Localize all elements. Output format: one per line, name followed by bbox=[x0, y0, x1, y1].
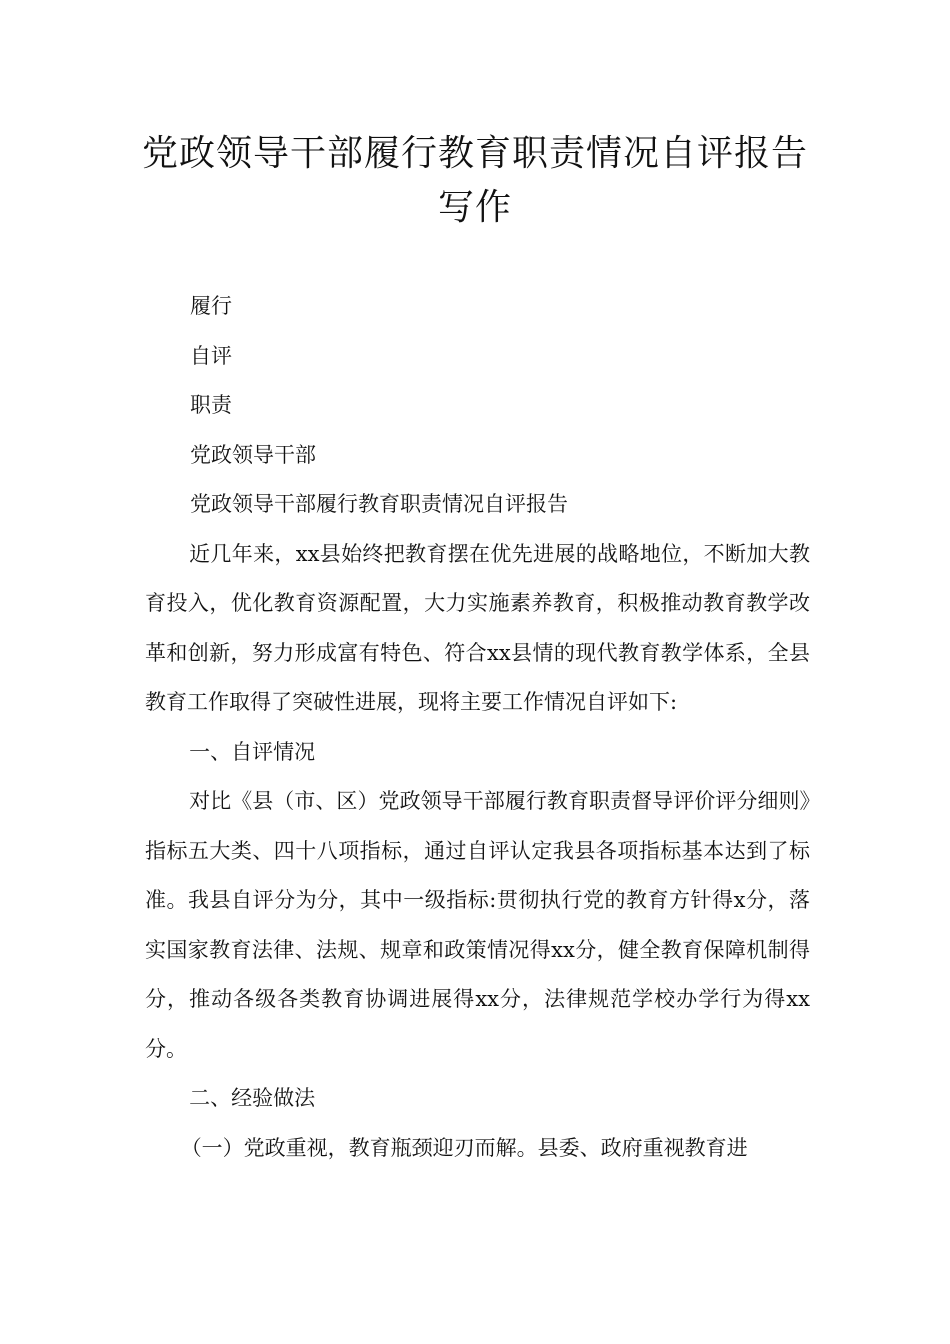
keyword-1: 履行 bbox=[190, 294, 232, 318]
intro-paragraph: 近几年来，xx县始终把教育摆在优先进展的战略地位，不断加大教育投入，优化教育资源配置，大力实施素养教育，积极推动教育教学改革和创新，努力形成富有特色、符合xx县情的现代教育教学体系，全县教育工作取得了突破性进展，现将主要工作情况自评如下: bbox=[145, 541, 810, 714]
keyword-3: 职责 bbox=[190, 393, 232, 417]
section-heading-1: 一、自评情况 bbox=[189, 739, 316, 764]
subsection-1-paragraph: （一）党政重视，教育瓶颈迎刃而解。县委、政府重视教育进 bbox=[180, 1135, 748, 1160]
document-title: 党政领导干部履行教育职责情况自评报告写作 bbox=[141, 133, 808, 228]
keyword-5: 党政领导干部履行教育职责情况自评报告 bbox=[190, 492, 568, 516]
section-heading-2: 二、经验做法 bbox=[189, 1086, 316, 1110]
keyword-4: 党政领导干部 bbox=[190, 442, 316, 467]
section-1-paragraph: 对比《县（市、区）党政领导干部履行教育职责督导评价评分细则》指标五大类、四十八项指标，通过自评认定我县各项指标基本达到了标准。我县自评分为分，其中一级指标:贯彻执行党的教育方针得x分，落实国家教育法律、法规、规章和政策情况得xx分，健全教育保障机制得分，推动各级各类教育协调进展得xx分，法律规范学校办学行为得xx分。 bbox=[145, 789, 810, 1061]
keyword-2: 自评 bbox=[190, 343, 232, 368]
document-body bbox=[145, 282, 810, 1173]
